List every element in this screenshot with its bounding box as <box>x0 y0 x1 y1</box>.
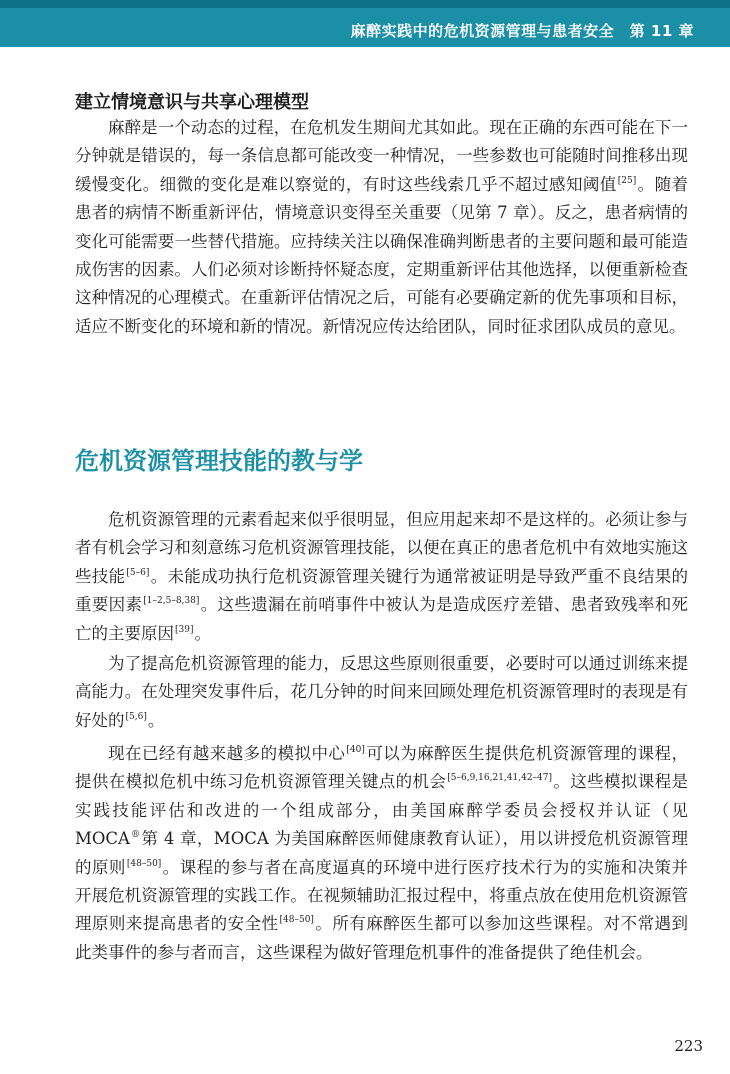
body-paragraph-1 <box>75 506 688 648</box>
header-bar <box>0 0 730 47</box>
citation: [5–6] <box>126 567 150 578</box>
text-run: 。随着患者的病情不断重新评估，情境意识变得至关重要（见第 7 章）。反之，患者病情的变化可能需要一些替代措施。应持续关注以确保准确判断患者的主要问题和最可能造成伤害的因素。人们必须对诊断持怀疑态度，定期重新评估其他选择，以便重新检查这种情况的心理模式。在重新评估情况之后，可能有必要确定新的优先事项和目标，适应不断变化的环境和新的情况。新情况应传达给团队，同时征求团队成员的意见。 <box>75 174 689 336</box>
citation: [25] <box>617 175 637 186</box>
subsection-paragraph <box>75 114 688 341</box>
registered-mark: ® <box>130 830 140 841</box>
text-run: 。课程的参与者在高度逼真的环境中进行医疗技术行为的实施和决策并开展危机资源管理的实践工作。在视频辅助汇报过程中，将重点放在使用危机资源管理原则来提高患者的安全性 <box>75 857 689 934</box>
page-number: 223 <box>674 1037 703 1055</box>
citation: [1–2,5–8,38] <box>143 596 200 607</box>
text-run: 为了提高危机资源管理的能力，反思这些原则很重要，必要时可以通过训练来提高能力。在处理突发事件后，花几分钟的时间来回顾处理危机资源管理时的表现是有好处的 <box>75 654 688 730</box>
header-accent-strip <box>0 0 730 8</box>
text-run: 。未能成功执行危机资源管理关键行为通常被证明是导致严重不良结果的重要因素 <box>75 566 689 615</box>
text-run: 麻醉是一个动态的过程，在危机发生期间尤其如此。现在正确的东西可能在下一分钟就是错误的，每一条信息都可能改变一种情况，一些参数也可能随时间推移出现缓慢变化。细微的变化是难以察觉的，有时这些线索几乎不超过感知阈值 <box>75 118 688 194</box>
citation: [5,6] <box>125 711 147 722</box>
running-header-title: 麻醉实践中的危机资源管理与患者安全 第 11 章 <box>350 22 694 40</box>
text-run: 。 <box>147 710 165 730</box>
citation: [48–50] <box>279 915 314 926</box>
citation: [5–6,9,16,21,41,42–47] <box>447 773 553 784</box>
text-run: 。 <box>194 623 211 643</box>
section-heading: 危机资源管理技能的教与学 <box>75 447 363 475</box>
text-run: 危机资源管理的元素看起来似乎很明显，但应用起来却不是这样的。必须让参与者有机会学习和刻意练习危机资源管理技能，以便在真正的患者危机中有效地实施这些技能 <box>75 510 688 586</box>
text-run: 。所有麻醉医生都可以参加这些课程。对不常遇到此类事件的参与者而言，这些课程为做好管理危机事件的准备提供了绝佳机会。 <box>75 914 689 962</box>
text-run: 。这些模拟课程是实践技能评估和改进的一个组成部分，由美国麻醉学委员会授权并认证（见 MOCA <box>75 772 689 849</box>
text-run: 可以为麻醉医生提供危机资源管理的课程，提供在模拟危机中练习危机资源管理关键点的机会 <box>75 744 689 792</box>
text-run: 。这些遗漏在前哨事件中被认为是造成医疗差错、患者致残率和死亡的主要原因 <box>75 595 689 643</box>
body-paragraph-2 <box>75 650 688 735</box>
citation: [48–50] <box>126 858 162 869</box>
body-paragraph-3 <box>75 740 688 967</box>
text-run: 现在已经有越来越多的模拟中心 <box>108 744 346 763</box>
subsection-heading: 建立情境意识与共享心理模型 <box>75 92 309 113</box>
citation: [40] <box>346 745 365 755</box>
citation: [39] <box>175 624 194 635</box>
text-run: 第 4 章，MOCA 为美国麻醉医师健康教育认证），用以讲授危机资源管理的原则 <box>75 829 688 877</box>
